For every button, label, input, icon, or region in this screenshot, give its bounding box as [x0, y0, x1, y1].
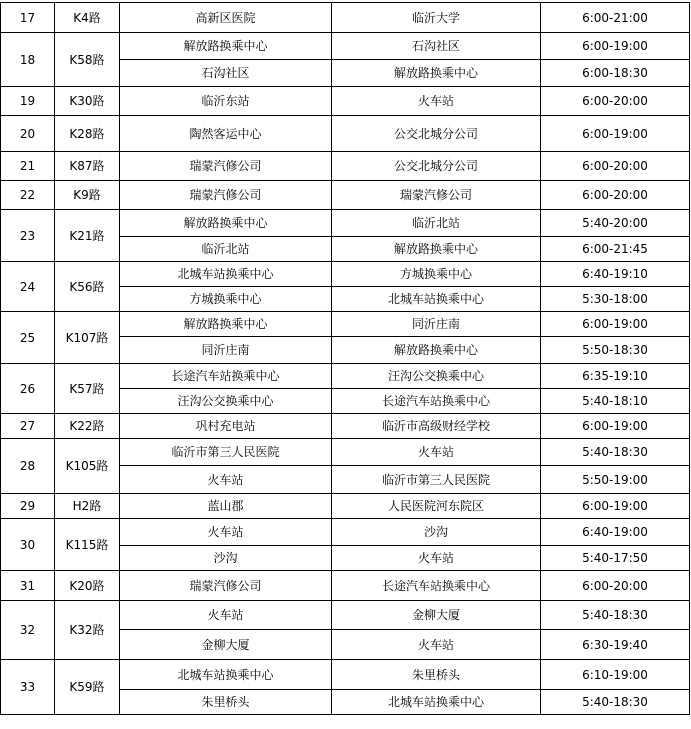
route-name: K32路: [55, 601, 120, 660]
row-number: 24: [1, 262, 55, 312]
start-stop: 火车站: [120, 601, 332, 630]
end-stop: 临沂市第三人民医院: [332, 466, 541, 494]
table-row: [1, 364, 690, 389]
row-number: 28: [1, 439, 55, 494]
service-hours: 6:00-18:30: [541, 60, 690, 87]
route-name: K87路: [55, 152, 120, 181]
end-stop: 北城车站换乘中心: [332, 690, 541, 715]
row-number: 17: [1, 3, 55, 33]
row-number: 21: [1, 152, 55, 181]
route-name: K28路: [55, 116, 120, 152]
end-stop: 火车站: [332, 439, 541, 466]
service-hours: 5:50-19:00: [541, 466, 690, 494]
service-hours: 6:30-19:40: [541, 630, 690, 660]
end-stop: 临沂北站: [332, 210, 541, 237]
route-name: K107路: [55, 312, 120, 364]
row-number: 25: [1, 312, 55, 364]
end-stop: 公交北城分公司: [332, 116, 541, 152]
start-stop: 方城换乘中心: [120, 287, 332, 312]
start-stop: 巩村充电站: [120, 414, 332, 439]
end-stop: 长途汽车站换乘中心: [332, 389, 541, 414]
service-hours: 5:40-18:30: [541, 601, 690, 630]
end-stop: 北城车站换乘中心: [332, 287, 541, 312]
table-row: [1, 519, 690, 546]
service-hours: 5:40-18:30: [541, 690, 690, 715]
table-row: [1, 494, 690, 519]
table-row: [1, 87, 690, 116]
end-stop: 金柳大厦: [332, 601, 541, 630]
end-stop: 火车站: [332, 87, 541, 116]
service-hours: 6:00-20:00: [541, 87, 690, 116]
end-stop: 解放路换乘中心: [332, 60, 541, 87]
row-number: 32: [1, 601, 55, 660]
route-name: H2路: [55, 494, 120, 519]
row-number: 22: [1, 181, 55, 210]
service-hours: 6:00-21:00: [541, 3, 690, 33]
end-stop: 临沂市高级财经学校: [332, 414, 541, 439]
row-number: 33: [1, 660, 55, 715]
start-stop: 临沂市第三人民医院: [120, 439, 332, 466]
service-hours: 6:00-19:00: [541, 494, 690, 519]
end-stop: 瑞蒙汽修公司: [332, 181, 541, 210]
start-stop: 临沂北站: [120, 237, 332, 262]
end-stop: 解放路换乘中心: [332, 237, 541, 262]
table-row: [1, 116, 690, 152]
service-hours: 6:00-20:00: [541, 181, 690, 210]
table-row: [1, 312, 690, 337]
service-hours: 5:30-18:00: [541, 287, 690, 312]
service-hours: 5:40-20:00: [541, 210, 690, 237]
start-stop: 朱里桥头: [120, 690, 332, 715]
row-number: 23: [1, 210, 55, 262]
start-stop: 高新区医院: [120, 3, 332, 33]
table-row: [1, 601, 690, 630]
start-stop: 临沂东站: [120, 87, 332, 116]
start-stop: 北城车站换乘中心: [120, 262, 332, 287]
start-stop: 瑞蒙汽修公司: [120, 571, 332, 601]
table-row: [1, 33, 690, 60]
end-stop: 汪沟公交换乘中心: [332, 364, 541, 389]
row-number: 30: [1, 519, 55, 571]
schedule-body: [1, 3, 690, 715]
route-name: K22路: [55, 414, 120, 439]
table-row: [1, 3, 690, 33]
table-row: [1, 210, 690, 237]
route-name: K58路: [55, 33, 120, 87]
table-row: [1, 262, 690, 287]
end-stop: 同沂庄南: [332, 312, 541, 337]
bus-schedule-table: [0, 2, 690, 715]
service-hours: 6:00-21:45: [541, 237, 690, 262]
service-hours: 5:40-18:10: [541, 389, 690, 414]
start-stop: 长途汽车站换乘中心: [120, 364, 332, 389]
table-row: [1, 152, 690, 181]
end-stop: 人民医院河东院区: [332, 494, 541, 519]
row-number: 27: [1, 414, 55, 439]
start-stop: 沙沟: [120, 546, 332, 571]
row-number: 18: [1, 33, 55, 87]
route-name: K57路: [55, 364, 120, 414]
table-row: [1, 414, 690, 439]
start-stop: 解放路换乘中心: [120, 312, 332, 337]
start-stop: 蓝山郡: [120, 494, 332, 519]
service-hours: 6:35-19:10: [541, 364, 690, 389]
end-stop: 解放路换乘中心: [332, 337, 541, 364]
route-name: K56路: [55, 262, 120, 312]
route-name: K115路: [55, 519, 120, 571]
service-hours: 6:00-20:00: [541, 571, 690, 601]
route-name: K105路: [55, 439, 120, 494]
start-stop: 瑞蒙汽修公司: [120, 181, 332, 210]
route-name: K59路: [55, 660, 120, 715]
end-stop: 长途汽车站换乘中心: [332, 571, 541, 601]
service-hours: 6:00-19:00: [541, 116, 690, 152]
table-row: [1, 181, 690, 210]
service-hours: 6:10-19:00: [541, 660, 690, 690]
start-stop: 解放路换乘中心: [120, 210, 332, 237]
service-hours: 6:40-19:10: [541, 262, 690, 287]
route-name: K20路: [55, 571, 120, 601]
start-stop: 同沂庄南: [120, 337, 332, 364]
end-stop: 公交北城分公司: [332, 152, 541, 181]
end-stop: 临沂大学: [332, 3, 541, 33]
row-number: 31: [1, 571, 55, 601]
start-stop: 汪沟公交换乘中心: [120, 389, 332, 414]
route-name: K21路: [55, 210, 120, 262]
row-number: 26: [1, 364, 55, 414]
start-stop: 瑞蒙汽修公司: [120, 152, 332, 181]
start-stop: 石沟社区: [120, 60, 332, 87]
service-hours: 5:40-17:50: [541, 546, 690, 571]
row-number: 19: [1, 87, 55, 116]
service-hours: 6:00-19:00: [541, 33, 690, 60]
start-stop: 火车站: [120, 519, 332, 546]
route-name: K4路: [55, 3, 120, 33]
service-hours: 6:00-20:00: [541, 152, 690, 181]
service-hours: 6:00-19:00: [541, 312, 690, 337]
service-hours: 5:40-18:30: [541, 439, 690, 466]
table-row: [1, 439, 690, 466]
end-stop: 方城换乘中心: [332, 262, 541, 287]
start-stop: 金柳大厦: [120, 630, 332, 660]
end-stop: 火车站: [332, 630, 541, 660]
start-stop: 陶然客运中心: [120, 116, 332, 152]
start-stop: 解放路换乘中心: [120, 33, 332, 60]
route-name: K9路: [55, 181, 120, 210]
start-stop: 北城车站换乘中心: [120, 660, 332, 690]
row-number: 29: [1, 494, 55, 519]
end-stop: 石沟社区: [332, 33, 541, 60]
row-number: 20: [1, 116, 55, 152]
service-hours: 6:00-19:00: [541, 414, 690, 439]
end-stop: 沙沟: [332, 519, 541, 546]
end-stop: 朱里桥头: [332, 660, 541, 690]
start-stop: 火车站: [120, 466, 332, 494]
service-hours: 5:50-18:30: [541, 337, 690, 364]
table-row: [1, 571, 690, 601]
table-row: [1, 660, 690, 690]
service-hours: 6:40-19:00: [541, 519, 690, 546]
route-name: K30路: [55, 87, 120, 116]
end-stop: 火车站: [332, 546, 541, 571]
